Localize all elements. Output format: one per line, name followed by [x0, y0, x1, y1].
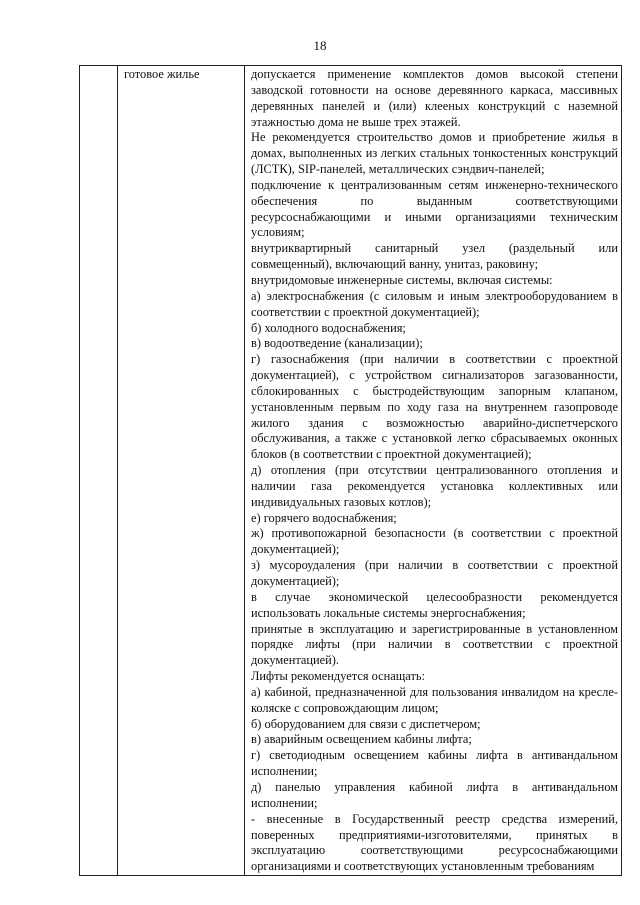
paragraph: в случае экономической целесообразности рекомендуется использовать локальные системы энергоснабжения;	[251, 589, 618, 620]
paragraph: в) аварийным освещением кабины лифта;	[251, 732, 472, 747]
paragraph: внутридомовые инженерные системы, включая системы:	[251, 272, 553, 287]
row-content-cell	[245, 66, 622, 876]
table-row	[80, 66, 622, 876]
row-number-cell	[80, 66, 118, 876]
page-number: 18	[313, 38, 327, 53]
requirements-table	[79, 65, 622, 876]
paragraph: е) горячего водоснабжения;	[251, 510, 397, 525]
paragraph: в) водоотведение (канализации);	[251, 336, 423, 351]
paragraph: б) холодного водоснабжения;	[251, 320, 406, 335]
paragraph: д) отопления (при отсутствии централизованного отопления и наличии газа рекомендуется установка коллективных или индивидуальных газовых котлов);	[251, 463, 618, 509]
paragraph: подключение к централизованным сетям инженерно-технического обеспечения по выданным соответствующими ресурсоснабжающими и иными организациями техническим условиям;	[251, 177, 618, 240]
paragraph: г) светодиодным освещением кабины лифта в антивандальном исполнении;	[251, 748, 618, 779]
row-label: готовое жилье	[124, 67, 200, 81]
paragraph: Не рекомендуется строительство домов и приобретение жилья в домах, выполненных из легких стальных тонкостенных конструкций (ЛСТК), SIP-панелей, металлических сэндвич-панелей;	[251, 130, 618, 177]
paragraph: з) мусороудаления (при наличии в соответствии с проектной документацией);	[251, 558, 618, 588]
paragraph: г) газоснабжения (при наличии в соответствии с проектной документацией), с устройством сигнализаторов загазованности, сблокированных с быстродействующим запорным клапаном, установленным первым по ходу газа на внутреннем газопроводе жилого здания с возможностью аварийно-диспетчерского обслуживания, а также с установкой легко сбрасываемых оконных блоков (в соответствии с проектной документацией);	[251, 352, 618, 462]
paragraph: - внесенные в Государственный реестр средства измерений, поверенных предприятиями-изготовителями, принятых в эксплуатацию соответствующими ресурсоснабжающими организациями и соответствующих установленным требованиям	[251, 811, 618, 874]
row-label-cell	[118, 66, 245, 876]
paragraph: Лифты рекомендуется оснащать:	[251, 669, 425, 684]
paragraph: внутриквартирный санитарный узел (раздельный или совмещенный), включающий ванну, унитаз, раковину;	[251, 241, 618, 272]
paragraph: а) электроснабжения (с силовым и иным электрооборудованием в соответствии с проектной документацией);	[251, 288, 618, 319]
paragraph: б) оборудованием для связи с диспетчером;	[251, 716, 481, 731]
paragraph: допускается применение комплектов домов высокой степени заводской готовности на основе деревянного каркаса, массивных деревянных панелей и (или) клееных конструкций с наземной этажностью дома не выше трех этажей.	[251, 67, 618, 129]
paragraph: а) кабиной, предназначенной для пользования инвалидом на кресле-коляске с сопровождающим лицом;	[251, 684, 618, 715]
paragraph: д) панелью управления кабиной лифта в антивандальном исполнении;	[251, 779, 618, 810]
paragraph: ж) противопожарной безопасности (в соответствии с проектной документацией);	[251, 526, 618, 557]
paragraph: принятые в эксплуатацию и зарегистрированные в установленном порядке лифты (при наличии в соответствии с проектной документацией).	[251, 621, 618, 668]
